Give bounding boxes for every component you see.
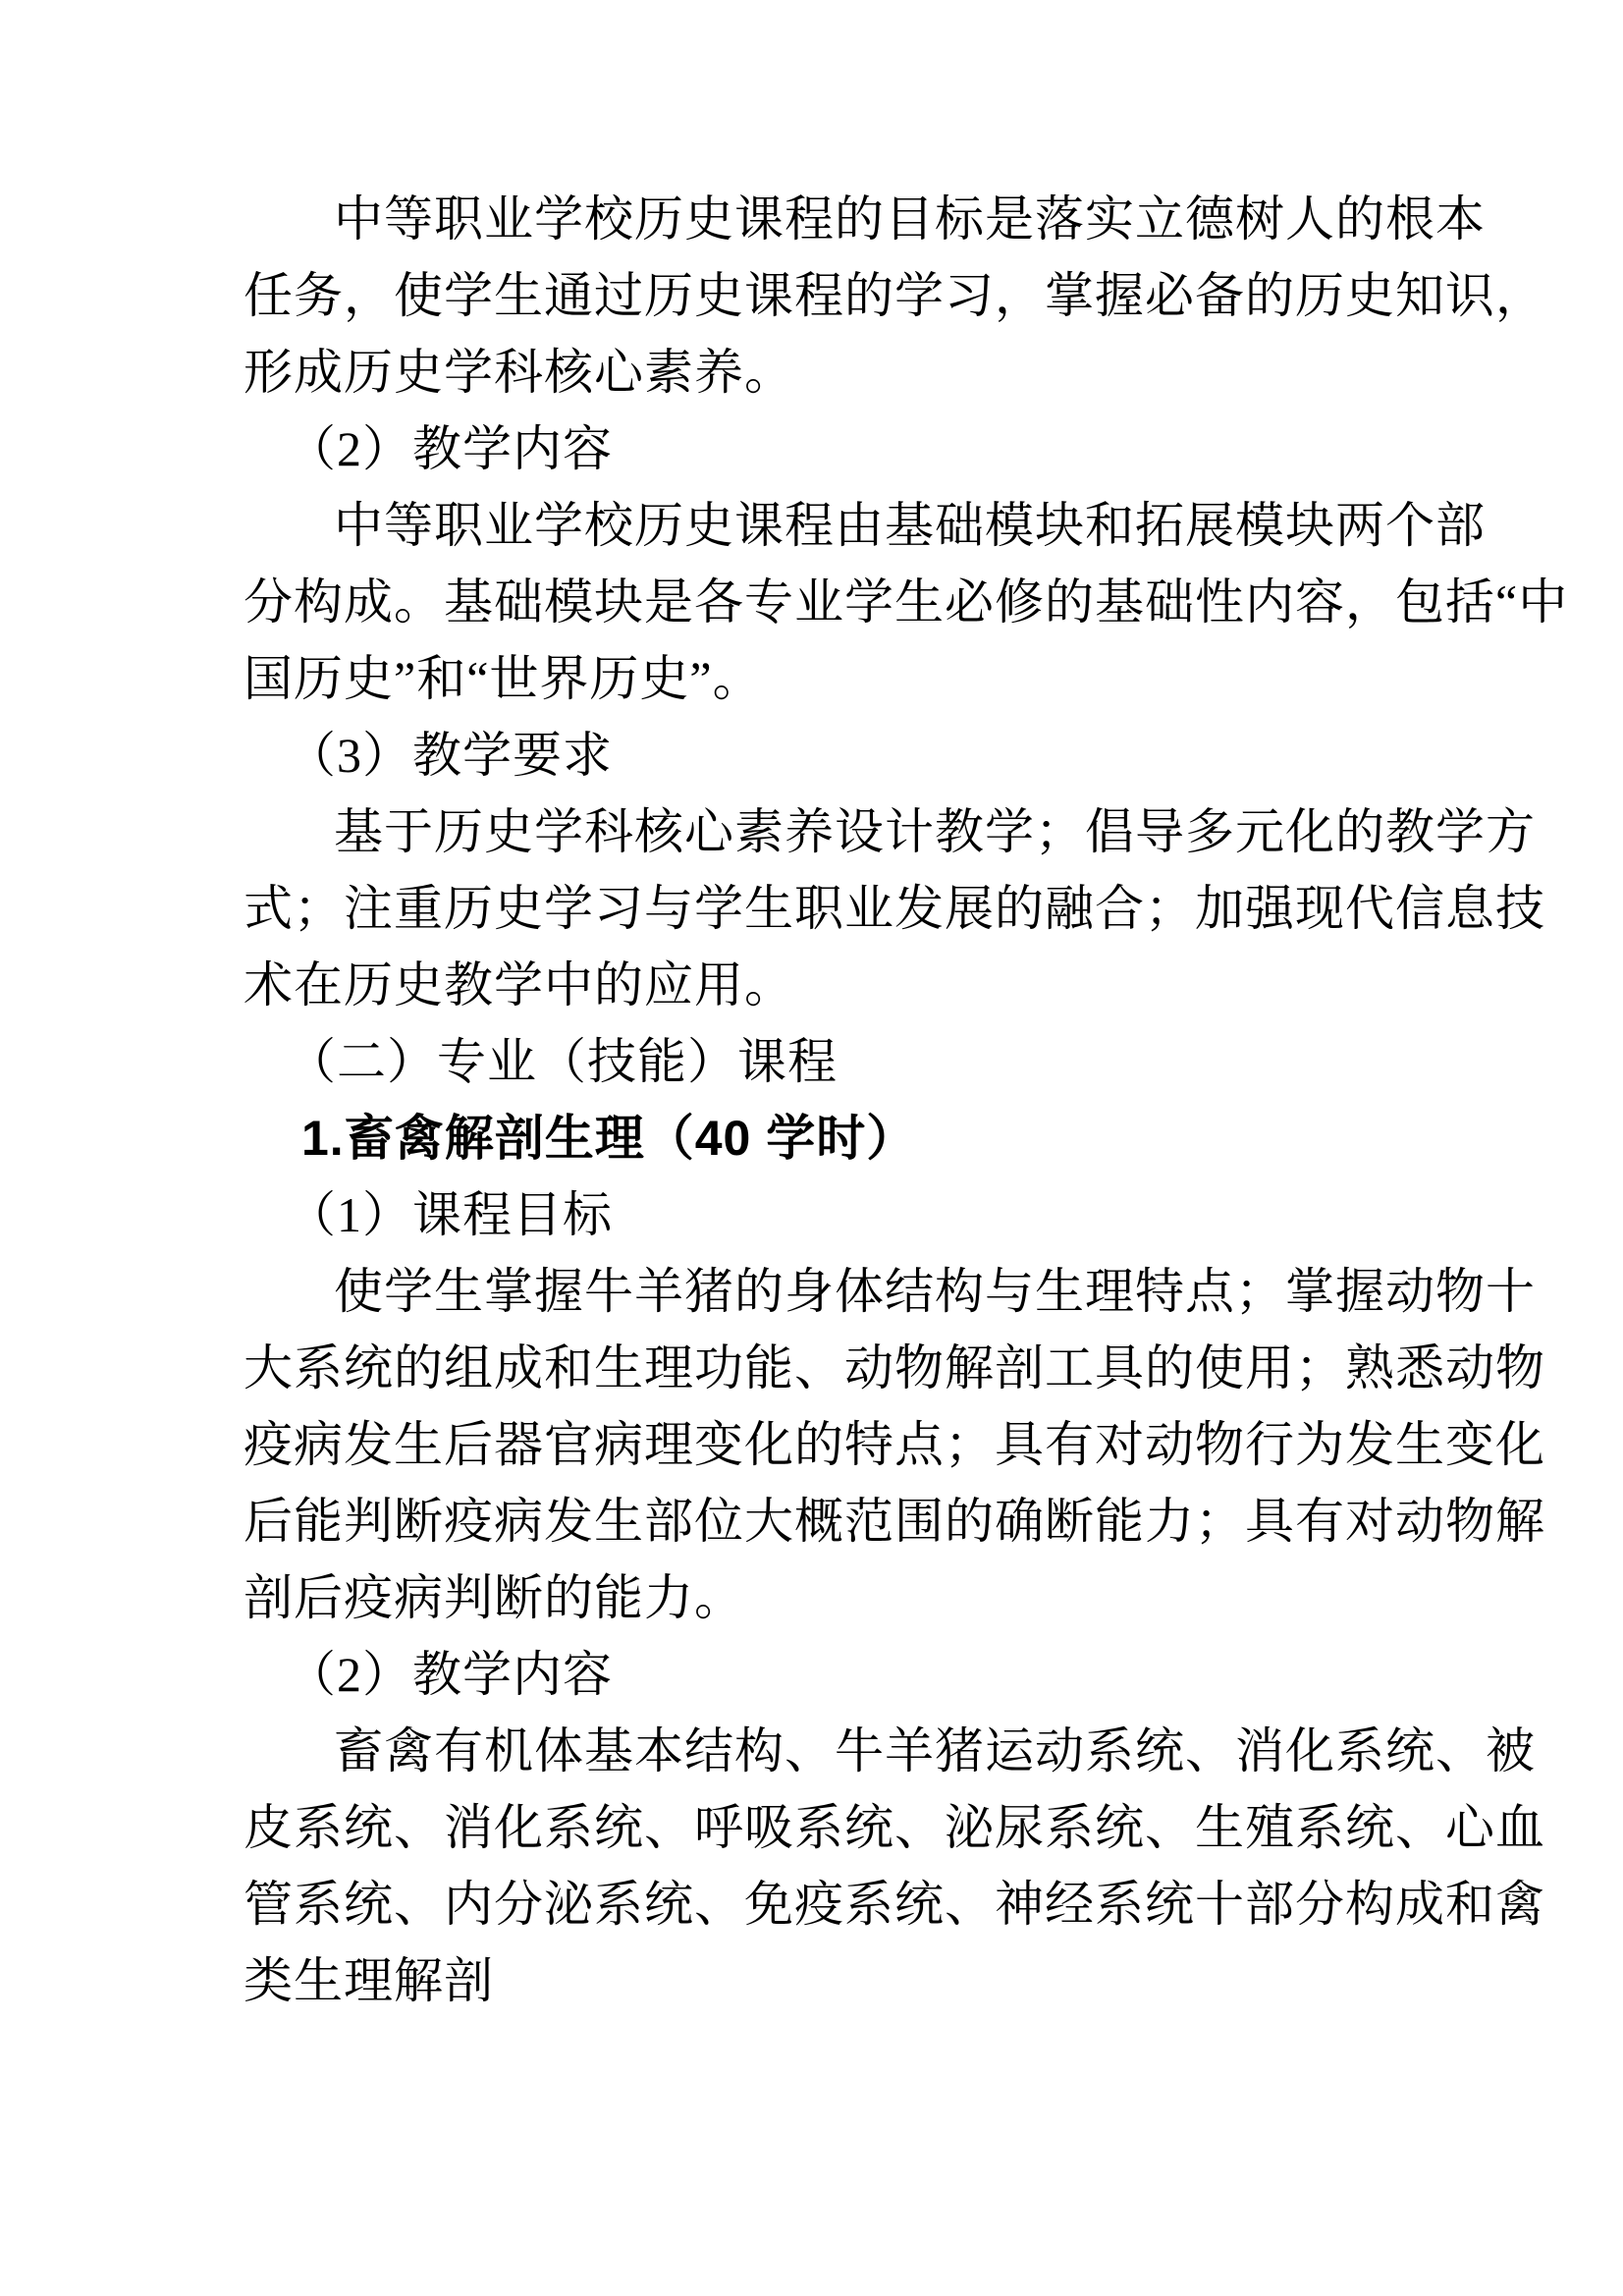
text-line: 形成历史学科核心素养。 — [243, 345, 794, 400]
text-line: 式；注重历史学习与学生职业发展的融合；加强现代信息技 — [243, 881, 1545, 936]
text-line: 使学生掌握牛羊猪的身体结构与生理特点；掌握动物十 — [334, 1264, 1536, 1319]
text-line: 疫病发生后器官病理变化的特点；具有对动物行为发生变化 — [243, 1417, 1545, 1472]
text-line: 中等职业学校历史课程的目标是落实立德树人的根本 — [334, 191, 1486, 246]
text-line: 管系统、内分泌系统、免疫系统、神经系统十部分构成和禽 — [243, 1877, 1545, 1932]
text-line: （二）专业（技能）课程 — [287, 1034, 838, 1089]
text-line: （3）教学要求 — [287, 728, 613, 783]
text-line: 基于历史学科核心素养设计教学；倡导多元化的教学方 — [334, 804, 1536, 859]
text-line: （2）教学内容 — [287, 1647, 613, 1702]
text-line: 分构成。基础模块是各专业学生必修的基础性内容，包括“中 — [243, 574, 1569, 629]
text-line: 皮系统、消化系统、呼吸系统、泌尿系统、生殖系统、心血 — [243, 1800, 1545, 1855]
text-line: 国历史”和“世界历史”。 — [243, 651, 763, 706]
text-line: 大系统的组成和生理功能、动物解剖工具的使用；熟悉动物 — [243, 1340, 1545, 1395]
text-line: 类生理解剖 — [243, 1953, 494, 2008]
text-line: 中等职业学校历史课程由基础模块和拓展模块两个部 — [334, 498, 1486, 553]
course-heading-line: 1.畜禽解剖生理（40 学时） — [301, 1111, 917, 1166]
text-line: 后能判断疫病发生部位大概范围的确断能力；具有对动物解 — [243, 1494, 1545, 1549]
text-line: 剖后疫病判断的能力。 — [243, 1570, 744, 1625]
text-line: 术在历史教学中的应用。 — [243, 957, 794, 1012]
text-line: 畜禽有机体基本结构、牛羊猪运动系统、消化系统、被 — [334, 1723, 1536, 1778]
text-line: （1）课程目标 — [287, 1187, 613, 1242]
text-line: 任务，使学生通过历史课程的学习，掌握必备的历史知识， — [243, 268, 1545, 323]
text-line: （2）教学内容 — [287, 421, 613, 476]
text-block — [243, 181, 1569, 2019]
